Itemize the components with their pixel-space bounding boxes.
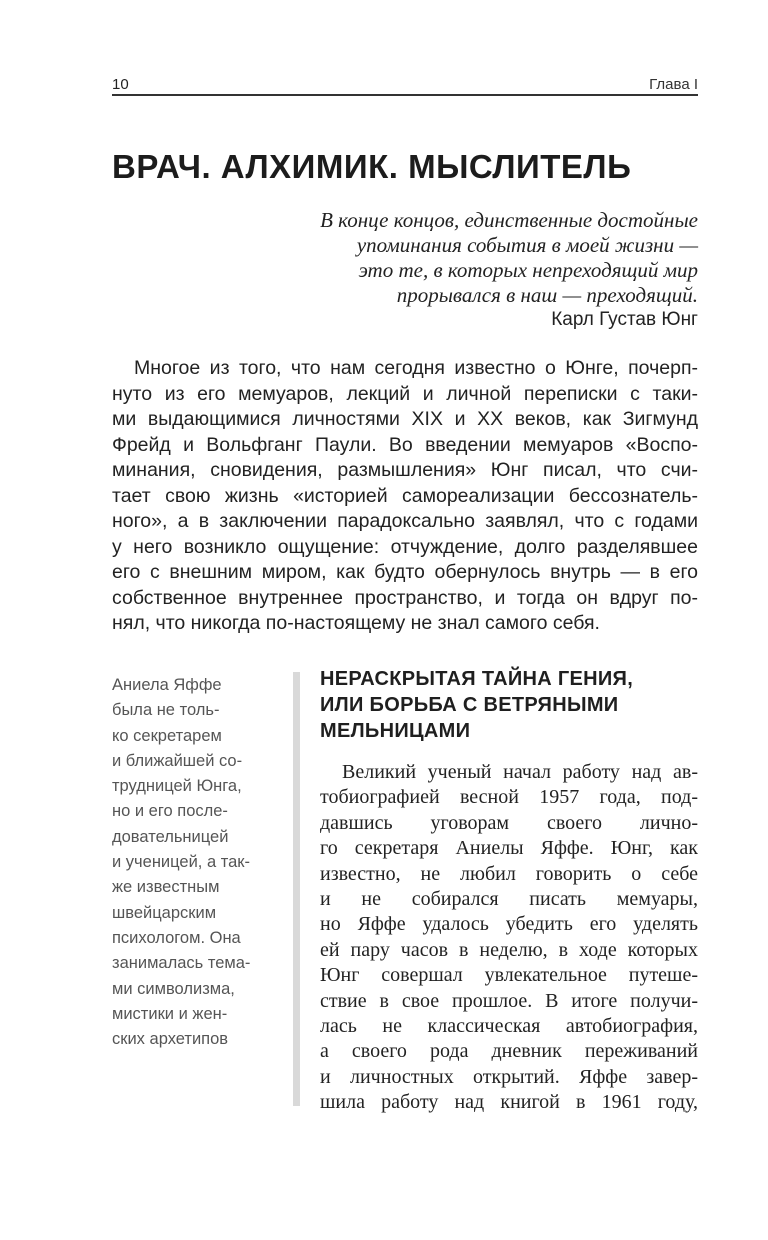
text-line: нуто из его мемуаров, лекций и личной переписки с таки- — [112, 382, 698, 405]
text-line: и личностных открытий. Яффе завер- — [320, 1065, 698, 1088]
note-line: психологом. Она — [112, 928, 241, 947]
text-line: Фрейд и Вольфганг Паули. Во введении мемуаров «Воспо- — [112, 433, 698, 456]
epigraph-line: В конце концов, единственные достойные — [320, 208, 698, 232]
note-line: же известным — [112, 878, 220, 897]
text-line: его с внешним миром, как будто обернулось внутрь — в его — [112, 561, 698, 583]
text-line: Юнг совершал увлекательное путеше- — [320, 964, 698, 987]
text-line: а своего рода дневник переживаний — [320, 1040, 698, 1063]
text-line: давшись уговорам своего лично- — [320, 811, 698, 834]
text-line: ствие в свое прошлое. В итоге получи- — [320, 989, 698, 1012]
running-header — [112, 74, 698, 96]
text-line: лась не классическая автобиография, — [320, 1014, 698, 1037]
section-paragraph — [320, 760, 698, 1115]
text-line: тобиографией весной 1957 года, под- — [320, 786, 698, 809]
note-line: ских архетипов — [112, 1030, 229, 1049]
note-line: ко секретарем — [112, 726, 222, 745]
note-line: была не толь- — [112, 701, 220, 720]
text-line: Многое из того, что нам сегодня известно о Юнге, почерп- — [134, 357, 698, 379]
text-line: ми выдающимися личностями XIX и XX веков, как Зигмунд — [112, 408, 698, 430]
text-line: ей пару часов в неделю, в ходе которых — [320, 938, 698, 961]
note-line: довательницей — [112, 827, 229, 846]
note-line: швейцарским — [112, 903, 217, 922]
text-line: го секретаря Аниелы Яффе. Юнг, как — [320, 837, 698, 860]
note-line: занималась тема- — [112, 954, 251, 973]
section-heading — [320, 666, 698, 744]
note-line: и ученицей, а так- — [112, 853, 251, 872]
epigraph-author: Карл Густав Юнг — [551, 309, 698, 330]
chapter-title: ВРАЧ. АЛХИМИК. МЫСЛИТЕЛЬ — [112, 148, 632, 185]
text-line: но Яффе удалось убедить его уделять — [320, 913, 698, 936]
text-line: и не собирался писать мемуары, — [320, 887, 698, 910]
text-line: нял, что никогда по-настоящему не знал самого себя. — [112, 612, 600, 634]
text-line: собственное внутреннее пространство, и тогда он вдруг по- — [112, 586, 698, 609]
epigraph — [218, 208, 698, 308]
epigraph-line: прорывался в наш — преходящий. — [396, 283, 698, 307]
note-line: трудницей Юнга, — [112, 777, 242, 796]
note-line: Аниела Яффе — [112, 676, 222, 694]
intro-paragraph — [112, 356, 698, 637]
text-line: Великий ученый начал работу над ав- — [342, 761, 698, 783]
heading-line: ИЛИ БОРЬБА С ВЕТРЯНЫМИ — [320, 694, 619, 716]
note-line: но и его после- — [112, 802, 228, 821]
margin-note — [112, 673, 282, 1052]
text-line: шила работу над книгой в 1961 году, — [320, 1091, 698, 1114]
note-line: мистики и жен- — [112, 1004, 228, 1023]
chapter-label: Глава I — [649, 76, 698, 93]
epigraph-line: упоминания события в моей жизни — — [356, 233, 698, 257]
note-line: и ближайшей со- — [112, 751, 243, 770]
section-rule — [293, 672, 300, 1106]
heading-line: НЕРАСКРЫТАЯ ТАЙНА ГЕНИЯ, — [320, 668, 634, 690]
text-line: ного», а в заключении парадоксально заявлял, что с годами — [112, 510, 698, 532]
heading-line: МЕЛЬНИЦАМИ — [320, 720, 471, 742]
text-line: тает свою жизнь «историей самореализации бессознатель- — [112, 484, 698, 507]
epigraph-line: это те, в которых непреходящий мир — [358, 258, 698, 282]
text-line: у него возникло ощущение: отчуждение, долго разделявшее — [112, 535, 698, 558]
text-line: известно, не любил говорить о себе — [320, 862, 698, 885]
text-line: минания, сновидения, размышления» Юнг писал, что счи- — [112, 459, 698, 481]
page-number: 10 — [112, 76, 129, 93]
note-line: ми символизма, — [112, 979, 235, 998]
